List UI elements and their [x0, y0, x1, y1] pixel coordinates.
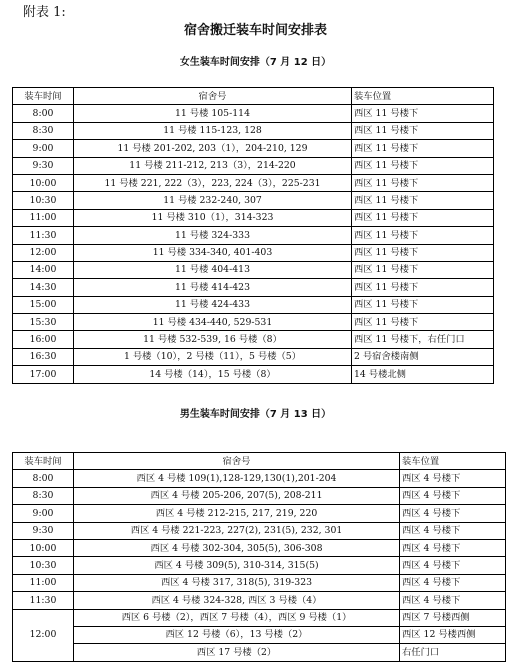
cell-room: 西区 4 号楼 221-223, 227(2), 231(5), 232, 301	[74, 522, 400, 539]
cell-location: 西区 11 号楼下	[352, 122, 494, 139]
table-row	[13, 470, 506, 487]
table-row	[13, 314, 494, 331]
table-header-row	[13, 453, 506, 470]
table-row	[13, 192, 494, 209]
cell-room: 西区 4 号楼 309(5), 310-314, 315(5)	[74, 557, 400, 574]
cell-location: 西区 11 号楼下，右任门口	[352, 331, 494, 348]
cell-location: 西区 11 号楼下	[352, 140, 494, 157]
female-schedule-subtitle: 女生装车时间安排（7 月 12 日）	[179, 57, 332, 68]
cell-location: 西区 11 号楼下	[352, 192, 494, 209]
cell-location: 右任门口	[400, 644, 506, 661]
table-row	[13, 626, 506, 643]
cell-time: 9:30	[13, 522, 74, 539]
cell-location: 西区 11 号楼下	[352, 157, 494, 174]
cell-location: 西区 4 号楼下	[400, 539, 506, 556]
table-row	[13, 279, 494, 296]
cell-room: 11 号楼 334-340, 401-403	[74, 244, 352, 261]
cell-time: 14:00	[13, 261, 74, 278]
cell-time: 16:00	[13, 331, 74, 348]
cell-time: 15:30	[13, 314, 74, 331]
cell-location: 西区 4 号楼下	[400, 574, 506, 591]
cell-location: 西区 4 号楼下	[400, 470, 506, 487]
cell-room: 14 号楼（14），15 号楼（8）	[74, 366, 352, 383]
female-schedule-table	[12, 87, 494, 384]
cell-time: 11:30	[13, 227, 74, 244]
cell-room: 11 号楼 115-123, 128	[74, 122, 352, 139]
cell-time: 9:00	[13, 505, 74, 522]
cell-location: 2 号宿舍楼南侧	[352, 348, 494, 365]
cell-room: 11 号楼 424-433	[74, 296, 352, 313]
cell-room: 11 号楼 232-240, 307	[74, 192, 352, 209]
cell-room: 11 号楼 310（1），314-323	[74, 209, 352, 226]
male-schedule-subtitle: 男生装车时间安排（7 月 13 日）	[179, 409, 332, 420]
table-row	[13, 296, 494, 313]
cell-time: 11:30	[13, 592, 74, 609]
cell-room: 11 号楼 324-333	[74, 227, 352, 244]
table-row	[13, 505, 506, 522]
table-row	[13, 487, 506, 504]
cell-room: 11 号楼 221, 222（3），223, 224（3），225-231	[74, 174, 352, 191]
cell-room: 西区 4 号楼 212-215, 217, 219, 220	[74, 505, 400, 522]
cell-time: 10:30	[13, 557, 74, 574]
cell-location: 西区 7 号楼西侧	[400, 609, 506, 626]
table-row	[13, 174, 494, 191]
cell-location: 西区 11 号楼下	[352, 261, 494, 278]
table-row	[13, 539, 506, 556]
cell-time: 15:00	[13, 296, 74, 313]
table-row	[13, 557, 506, 574]
header-room: 宿舍号	[74, 88, 352, 105]
cell-time: 11:00	[13, 574, 74, 591]
table-row	[13, 331, 494, 348]
document-title: 宿舍搬迁装车时间安排表	[183, 23, 327, 38]
cell-room: 西区 4 号楼 302-304, 305(5), 306-308	[74, 539, 400, 556]
cell-time: 11:00	[13, 209, 74, 226]
table-row	[13, 592, 506, 609]
cell-time: 10:00	[13, 539, 74, 556]
cell-room: 11 号楼 211-212, 213（3），214-220	[74, 157, 352, 174]
table-row	[13, 157, 494, 174]
cell-time: 8:00	[13, 105, 74, 122]
cell-time: 12:00	[13, 244, 74, 261]
cell-room: 11 号楼 201-202, 203（1），204-210, 129	[74, 140, 352, 157]
table-row	[13, 348, 494, 365]
table-row	[13, 574, 506, 591]
cell-location: 西区 4 号楼下	[400, 522, 506, 539]
cell-location: 西区 4 号楼下	[400, 557, 506, 574]
cell-location: 西区 4 号楼下	[400, 592, 506, 609]
cell-room: 1 号楼（10），2 号楼（11），5 号楼（5）	[74, 348, 352, 365]
cell-room: 11 号楼 532-539, 16 号楼（8）	[74, 331, 352, 348]
cell-room: 西区 6 号楼（2），西区 7 号楼（4），西区 9 号楼（1）	[74, 609, 400, 626]
table-row	[13, 122, 494, 139]
header-time: 装车时间	[13, 453, 74, 470]
table-row	[13, 609, 506, 626]
table-row	[13, 244, 494, 261]
cell-time: 17:00	[13, 366, 74, 383]
male-schedule-table	[12, 452, 506, 662]
cell-location: 西区 11 号楼下	[352, 279, 494, 296]
cell-room: 西区 4 号楼 324-328, 西区 3 号楼（4）	[74, 592, 400, 609]
table-row	[13, 261, 494, 278]
cell-time: 8:00	[13, 470, 74, 487]
header-location: 装车位置	[352, 88, 494, 105]
table-row	[13, 522, 506, 539]
cell-time: 12:00	[13, 609, 74, 661]
cell-room: 西区 17 号楼（2）	[74, 644, 400, 661]
cell-room: 西区 4 号楼 317, 318(5), 319-323	[74, 574, 400, 591]
cell-time: 9:30	[13, 157, 74, 174]
cell-room: 西区 4 号楼 205-206, 207(5), 208-211	[74, 487, 400, 504]
cell-location: 西区 11 号楼下	[352, 209, 494, 226]
table-row	[13, 227, 494, 244]
table-row	[13, 209, 494, 226]
cell-time: 16:30	[13, 348, 74, 365]
table-header-row	[13, 88, 494, 105]
cell-time: 10:00	[13, 174, 74, 191]
table-row	[13, 366, 494, 383]
table-row	[13, 644, 506, 661]
cell-location: 14 号楼北侧	[352, 366, 494, 383]
cell-room: 11 号楼 434-440, 529-531	[74, 314, 352, 331]
cell-room: 11 号楼 414-423	[74, 279, 352, 296]
header-time: 装车时间	[13, 88, 74, 105]
table-row	[13, 140, 494, 157]
cell-location: 西区 11 号楼下	[352, 105, 494, 122]
cell-location: 西区 11 号楼下	[352, 227, 494, 244]
cell-time: 8:30	[13, 487, 74, 504]
cell-location: 西区 4 号楼下	[400, 487, 506, 504]
cell-location: 西区 12 号楼西侧	[400, 626, 506, 643]
cell-location: 西区 11 号楼下	[352, 174, 494, 191]
table-row	[13, 105, 494, 122]
cell-room: 11 号楼 105-114	[74, 105, 352, 122]
cell-time: 9:00	[13, 140, 74, 157]
cell-location: 西区 11 号楼下	[352, 314, 494, 331]
cell-location: 西区 11 号楼下	[352, 244, 494, 261]
cell-time: 8:30	[13, 122, 74, 139]
cell-time: 10:30	[13, 192, 74, 209]
cell-room: 西区 12 号楼（6），13 号楼（2）	[74, 626, 400, 643]
cell-room: 11 号楼 404-413	[74, 261, 352, 278]
cell-location: 西区 4 号楼下	[400, 505, 506, 522]
cell-time: 14:30	[13, 279, 74, 296]
cell-location: 西区 11 号楼下	[352, 296, 494, 313]
header-location: 装车位置	[400, 453, 506, 470]
cell-room: 西区 4 号楼 109(1),128-129,130(1),201-204	[74, 470, 400, 487]
header-room: 宿舍号	[74, 453, 400, 470]
appendix-label: 附表 1:	[23, 5, 66, 20]
